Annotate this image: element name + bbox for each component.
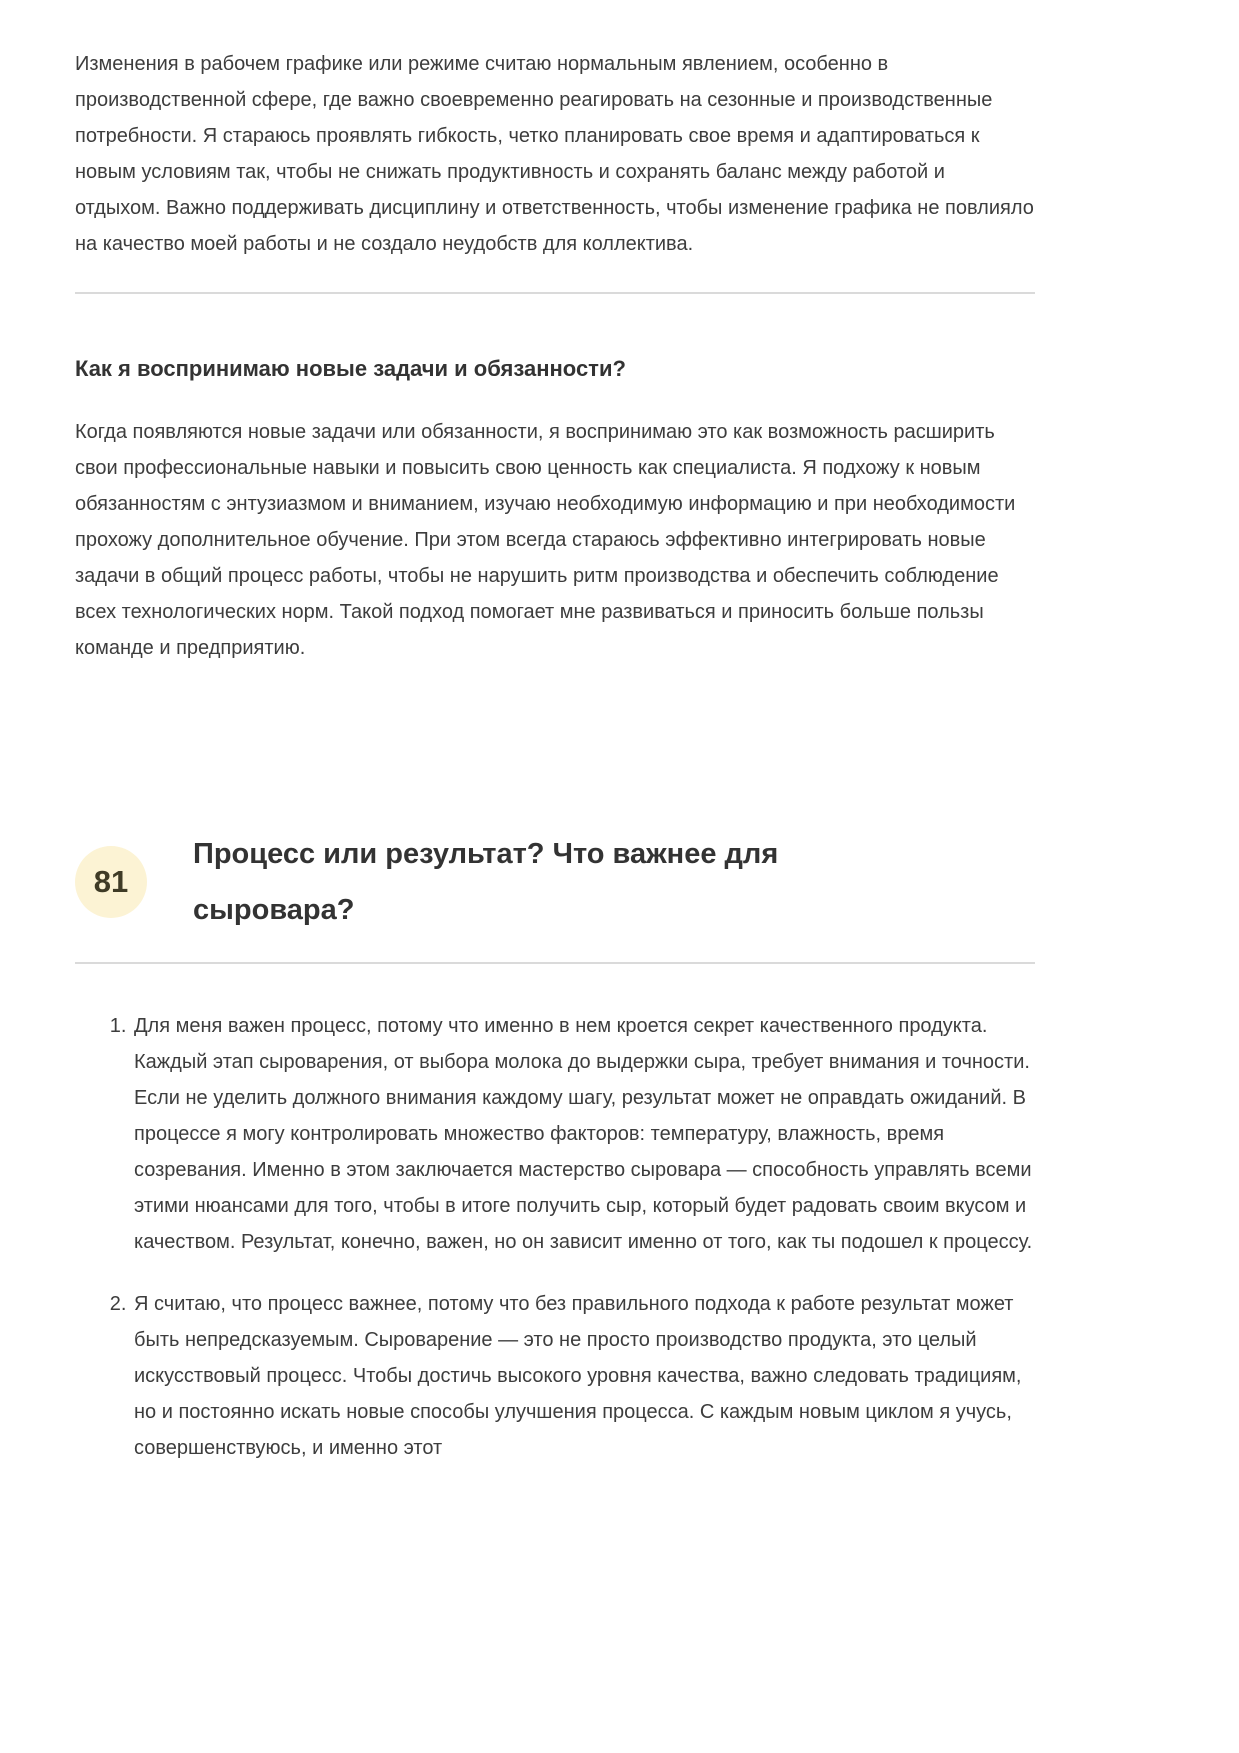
answer-item-1: 1. Для меня важен процесс, потому что именно в нем кроется секрет качественного продукта. Каждый этап сыроварения, от выбора молока до выдержки сыра, требует внимания и точности. Если не уделить должного внимания каждому шагу, результат может не оправдать ожиданий. В процессе я могу контролировать множество факторов: температуру, влажность, время созревания. Именно в этом заключается мастерство сыровара — способность управлять всеми этими нюансами для того, чтобы в итоге получить сыр, который будет радовать своим вкусом и качеством. Результат, конечно, важен, но он зависит именно от того, как ты подошел к процессу. (132, 1008, 1035, 1260)
question-number-badge: 81 (75, 846, 147, 918)
question-title-divider (75, 962, 1035, 964)
question-title: Процесс или результат? Что важнее для сыровара? (193, 838, 779, 926)
question-section (75, 826, 1035, 1466)
answers-list (75, 1008, 1035, 1466)
section-paragraph: Когда появляются новые задачи или обязанности, я воспринимаю это как возможность расширить свои профессиональные навыки и повысить свою ценность как специалиста. Я подхожу к новым обязанностям с энтузиазмом и вниманием, изучаю необходимую информацию и при необходимости прохожу дополнительное обучение. При этом всегда стараюсь эффективно интегрировать новые задачи в общий процесс работы, чтобы не нарушить ритм производства и обеспечить соблюдение всех технологических норм. Такой подход помогает мне развиваться и приносить больше пользы команде и предприятию. (75, 421, 1016, 659)
intro-paragraph: Изменения в рабочем графике или режиме считаю нормальным явлением, особенно в производственной сфере, где важно своевременно реагировать на сезонные и производственные потребности. Я стараюсь проявлять гибкость, четко планировать свое время и адаптироваться к новым условиям так, чтобы не снижать продуктивность и сохранять баланс между работой и отдыхом. Важно поддерживать дисциплину и ответственность, чтобы изменение графика не повлияло на качество моей работы и не создало неудобств для коллектива. (75, 53, 1034, 255)
section-heading: Как я воспринимаю новые задачи и обязанности? (75, 356, 626, 381)
question-header (75, 826, 1035, 938)
answer-item-2: 2. Я считаю, что процесс важнее, потому что без правильного подхода к работе результат может быть непредсказуемым. Сыроварение — это не просто производство продукта, это целый искусствовый процесс. Чтобы достичь высокого уровня качества, важно следовать традициям, но и постоянно искать новые способы улучшения процесса. С каждым новым циклом я учусь, совершенствуюсь, и именно этот (132, 1286, 1035, 1466)
document-page (75, 0, 1035, 1466)
section-divider (75, 292, 1035, 294)
section-new-tasks (75, 354, 1035, 666)
